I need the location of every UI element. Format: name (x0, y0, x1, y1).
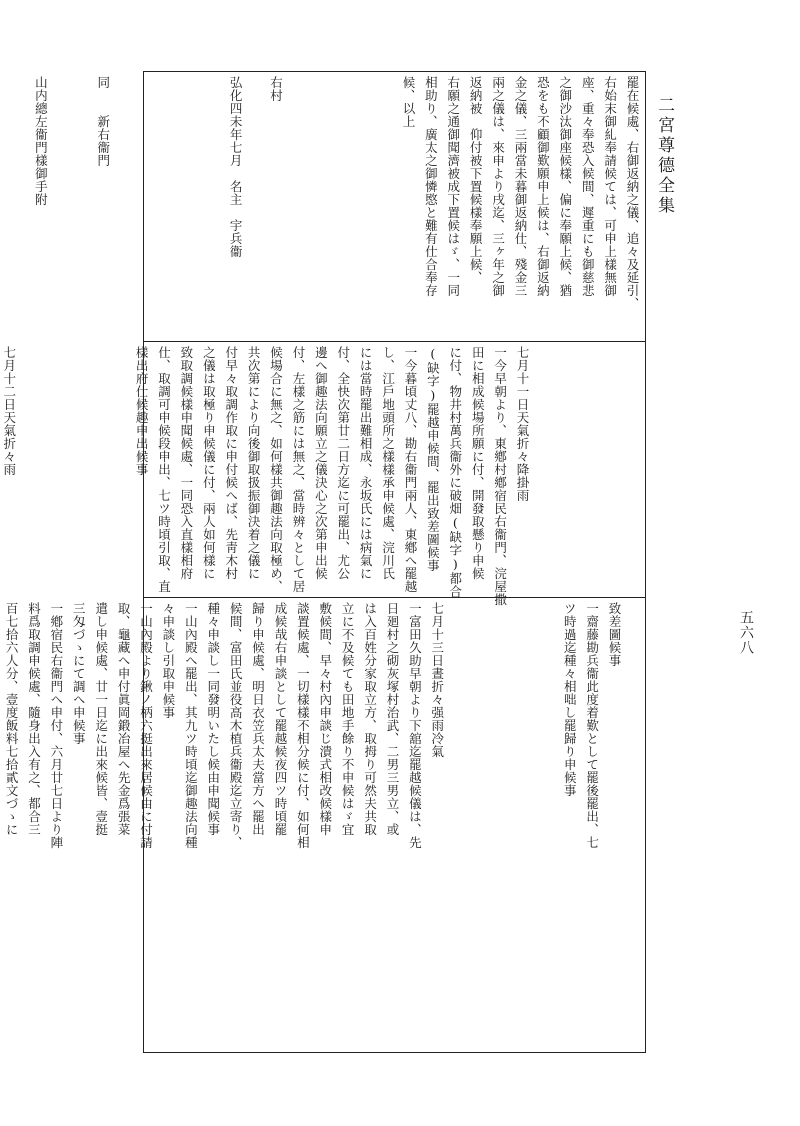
band-divider-2 (143, 597, 646, 598)
text-column: 同 新右衞門 (95, 76, 111, 167)
text-column: 右始末御糺奉請候ては、可申上樣無御 (602, 76, 618, 297)
text-column: 致取調候樣申聞候處、一同恐入直樣相府 (178, 346, 194, 580)
text-column: 三匁づゝにて調へ申候事 (71, 602, 87, 745)
text-column: 之御沙汰御座候樣、偏に奉願上候、猶 (557, 76, 573, 297)
text-column: 々申談し引取申候事 (160, 602, 176, 719)
text-column: 恐をも不顧御歎願申上候は、右御返納 (535, 76, 551, 297)
text-column: 七月十三日晝折々强雨冷氣 (429, 602, 445, 758)
text-column: 金之儀、三兩當未暮御返納仕、殘金三 (512, 76, 528, 297)
upper-text-band (33, 76, 643, 337)
text-column: 致差圖候事 (607, 602, 622, 667)
text-column: 談置候處、一切樣樣不相分候に付、如何相 (295, 602, 311, 849)
text-column: 罷在候處、右御返納之儀、追々及延引、 (625, 76, 640, 310)
text-column: 種々申談し一同發明いたし候由申聞候事 (205, 602, 221, 836)
text-column: 立に不及候ても田地手餘り不申候はゞ宜 (340, 602, 356, 836)
text-column: 候間、富田氏並役高木植兵衞殿迄立寄り、 (228, 602, 244, 849)
text-column: 邊へ御趣法向願立之儀決心之次第申出候 (313, 346, 329, 580)
text-column: 樣出府仕候趣申出候事 (134, 346, 150, 476)
text-column: 一今早朝より、東鄕村鄕宿民右衞門、浣屋撒 (492, 346, 508, 606)
text-column: 之儀は取極り申候儀に付、兩人如何樣に (201, 346, 217, 580)
text-column: ツ時過迄種々相咄し罷歸り申候事 (562, 602, 578, 797)
text-column: 七月十一日天氣折々降掛雨 (515, 346, 530, 502)
text-column: 共次第により向後御取扱振御決着之儀に (246, 346, 262, 580)
text-column: 敷候間、早々村內申談じ潰式相改候樣申 (317, 602, 333, 836)
running-title: 二宮尊德全集 (654, 96, 674, 216)
text-column: 相助り、廣太之御憐愍と難有仕合奉存 (423, 76, 439, 297)
text-column: 座、重々奉恐入候間、遲重にも御慈悲 (580, 76, 596, 297)
text-column: し、江戶地頭所之樣樣承申候處、浣川氏 (380, 346, 396, 580)
text-column: 日廻村之砌灰塚村治武、二男三男立、或 (384, 602, 400, 836)
text-column: 一今暮頃丈八、勘右衞門兩人、東鄕へ罷越 (402, 346, 418, 593)
text-column: 付、左樣之筋には無之、當時辨々として居 (290, 346, 306, 593)
text-column: 取、龜藏へ申付眞岡鍛冶屋へ先金爲張菜 (116, 602, 132, 836)
text-column: 成候哉右申談として罷越候夜四ツ時頃罷 (272, 602, 288, 836)
text-column: 一富田久助早朝より下舘迄罷越候儀は、先 (407, 602, 423, 849)
text-column: 料爲取調申候處、隨身出入有之、都合三 (26, 602, 42, 836)
text-column: 一山內殿へ罷出、其九ツ時頃迄御趣法向種 (183, 602, 199, 849)
text-column: 右村 (268, 76, 284, 102)
text-column: 一山內殿より鍬ノ柄六挺出來居候由に付請 (138, 602, 154, 849)
band-divider-1 (143, 341, 646, 342)
text-column: 百七拾六人分、壹度飯料七拾貳文づゝに (4, 602, 20, 836)
middle-text-band (1, 346, 643, 606)
text-column: 候、以上 (400, 76, 416, 128)
text-column: 付、全快次第廿二日方迄に可罷出、尤公 (335, 346, 351, 580)
text-column: 返納被 仰付被下置候樣奉願上候、 (468, 76, 484, 284)
text-column: には當時罷出難相成、永坂氏には病氣に (358, 346, 374, 580)
text-column: 遣し申候處、廿一日迄に出來候皆、壹挺 (93, 602, 109, 836)
text-column: 兩之儀は、來申より戌迄、三ヶ年之御 (490, 76, 506, 297)
text-column: 田に相成候場所願に付、開發取懸り申候 (470, 346, 486, 580)
text-column: 歸り申候處、明日衣笠兵太夫當方へ罷出 (250, 602, 266, 836)
text-column: 山内總左衞門樣御手附 (33, 76, 49, 206)
lower-text-band (4, 602, 643, 1048)
text-column: 付早々取調作取に申付候へば、先靑木村 (223, 346, 239, 580)
text-column: 弘化四未年七月 名主 宇兵衞 (228, 76, 244, 258)
text-column (0, 76, 29, 337)
text-column: に付、物井村萬兵衞外に破畑(缺字)都合 (447, 346, 463, 598)
text-column: 七月十二日天氣折々雨 (1, 346, 17, 476)
text-column: 候場合に無之、如何樣共御趣法向取極め、 (268, 346, 284, 593)
text-column: 一齋藤勘兵衞此度着歎として罷後罷出、七 (584, 602, 600, 849)
page-number: 五六八 (738, 610, 754, 655)
text-column: 仕、取調可申候段申出、七ツ時頃引取、直 (156, 346, 172, 593)
text-column: (缺字)罷越申候間、罷出致差圖候事 (425, 346, 441, 572)
text-column: 一鄕宿民右衞門へ申付、六月廿七日より陣 (48, 602, 64, 849)
text-column: は入百姓分家取立方、取拇り可然夫共取 (362, 602, 378, 836)
text-column: 右願之通御聞濟被成下置候はゞ、一同 (445, 76, 461, 297)
